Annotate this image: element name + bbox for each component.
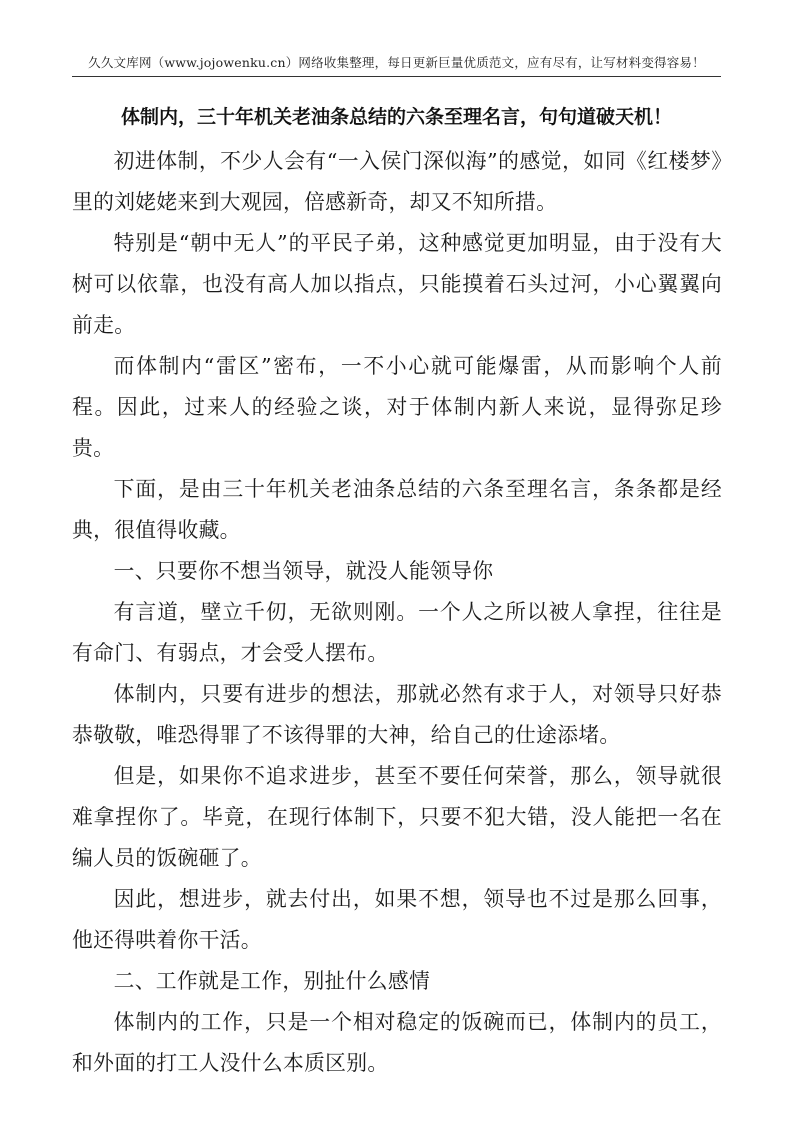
paragraph: 特别是“朝中无人”的平民子弟，这种感觉更加明显，由于没有大树可以依靠，也没有高人加以指点，只能摸着石头过河，小心翼翼向前走。 [72,231,722,337]
paragraph: 初进体制，不少人会有“一入侯门深似海”的感觉，如同《红楼梦》里的刘姥姥来到大观园，倍感新奇，却又不知所措。 [72,149,722,214]
paragraph: 有言道，壁立千仞，无欲则刚。一个人之所以被人拿捏，往往是有命门、有弱点，才会受人摆布。 [72,600,722,665]
paragraph: 体制内的工作，只是一个相对稳定的饭碗而已，体制内的员工，和外面的打工人没什么本质区别。 [72,1010,722,1075]
section-heading-2: 二、工作就是工作，别扯什么感情 [113,969,431,993]
page-header: 久久文库网（www.jojowenku.cn）网络收集整理，每日更新巨量优质范文，应有尽有，让写材料变得容易！ [88,55,705,70]
paragraph: 但是，如果你不追求进步，甚至不要任何荣誉，那么，领导就很难拿捏你了。毕竟，在现行体制下，只要不犯大错，没人能把一名在编人员的饭碗砸了。 [72,764,722,870]
article-body [72,141,722,1084]
header-divider [72,76,721,77]
paragraph: 而体制内“雷区”密布，一不小心就可能爆雷，从而影响个人前程。因此，过来人的经验之谈，对于体制内新人来说，显得弥足珍贵。 [72,354,722,460]
paragraph: 下面，是由三十年机关老油条总结的六条至理名言，条条都是经典，很值得收藏。 [72,477,722,542]
section-heading-1: 一、只要你不想当领导，就没人能领导你 [113,559,494,583]
article-title: 体制内，三十年机关老油条总结的六条至理名言，句句道破天机！ [120,106,672,128]
paragraph: 因此，想进步，就去付出，如果不想，领导也不过是那么回事，他还得哄着你干活。 [72,887,722,952]
paragraph: 体制内，只要有进步的想法，那就必然有求于人，对领导只好恭恭敬敬，唯恐得罪了不该得罪的大神，给自己的仕途添堵。 [72,682,722,747]
